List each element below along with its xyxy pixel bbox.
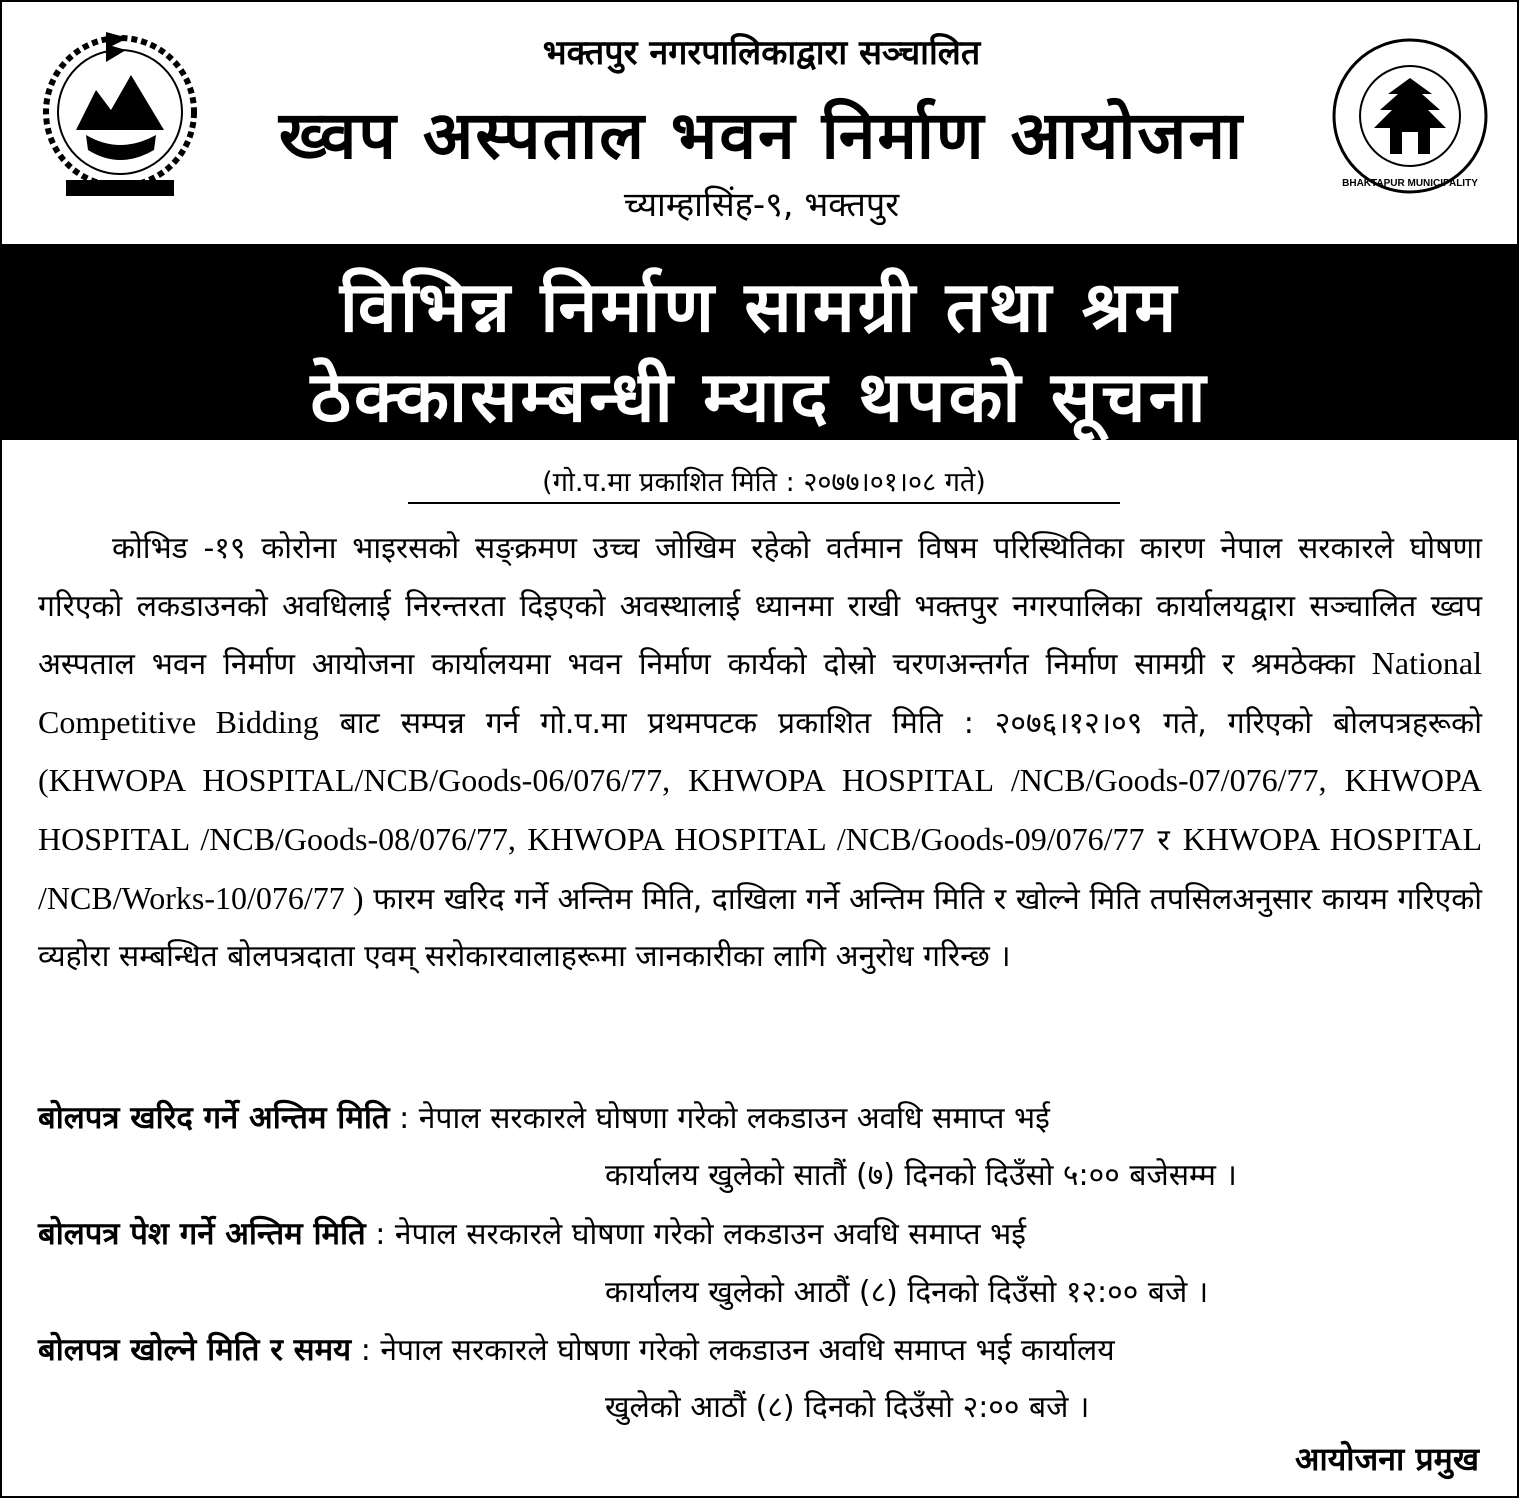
schedule-row-submission: [38, 1206, 1482, 1263]
signature: आयोजना प्रमुख: [1294, 1440, 1479, 1478]
schedule-line-1: : नेपाल सरकारले घोषणा गरेको लकडाउन अवधि समाप्त भई: [399, 1101, 1050, 1136]
header-address: च्याम्हासिंह-९, भक्तपुर: [623, 185, 900, 225]
publication-date: (गो.प.मा प्रकाशित मिति : २०७७।०१।०८ गते): [408, 462, 1120, 504]
body-part-4: फारम खरिद गर्ने अन्तिम मिति, दाखिला गर्ने अन्तिम मिति र खोल्ने मिति तपसिलअनुसार कायम गरिएको व्यहोरा सम्बन्धित बोलपत्रदाता एवम् सरोकारवालाहरूमा जानकारीका लागि अनुरोध गरिन्छ ।: [38, 881, 1483, 975]
seal-text: BHAKTAPUR MUNICIPALITY: [1342, 178, 1478, 189]
schedule-line-1: : नेपाल सरकारले घोषणा गरेको लकडाउन अवधि समाप्त भई कार्यालय: [360, 1333, 1115, 1368]
header-subtitle: भक्तपुर नगरपालिकाद्वारा सञ्चालित: [542, 33, 981, 73]
schedule-line-2: कार्यालय खुलेको आठौं (८) दिनको दिउँसो १२:०० बजे ।: [605, 1275, 1209, 1310]
body-part-2: बाट सम्पन्न गर्न गो.प.मा प्रथमपटक प्रकाशित मिति : २०७६।१२।०९ गते, गरिएको बोलपत्रहरूको: [339, 705, 1482, 741]
schedule-row-purchase: [38, 1090, 1482, 1147]
body-latin-3: KHWOPA HOSPITAL /NCB/Works-10/076/77 ): [38, 820, 1483, 916]
schedule-row-opening: [38, 1322, 1482, 1379]
schedule-line-2: खुलेको आठौं (८) दिनको दिउँसो २:०० बजे ।: [605, 1390, 1090, 1425]
schedule-line-2: कार्यालय खुलेको सातौं (७) दिनको दिउँसो ५:०० बजेसम्म ।: [605, 1158, 1237, 1193]
body-latin-1: National Competitive Bidding: [38, 645, 1482, 740]
banner-line-2: ठेक्कासम्बन्धी म्याद थपको सूचना: [310, 356, 1209, 438]
notice-body: [38, 520, 1482, 986]
body-part-3: र: [1157, 822, 1170, 858]
notice-banner: [2, 244, 1517, 440]
schedule-label: बोलपत्र खोल्ने मिति र समय: [38, 1332, 352, 1368]
body-latin-2: (KHWOPA HOSPITAL/NCB/Goods-06/076/77, KHWOPA HOSPITAL /NCB/Goods-07/076/77, KHWOPA HOSPITAL /NCB/Goods-08/076/77, KHWOPA HOSPITAL /NCB/Goods-09/076/77: [38, 762, 1482, 857]
body-part-1: कोभिड -१९ कोरोना भाइरसको सङ्क्रमण उच्च जोखिम रहेको वर्तमान विषम परिस्थितिका कारण नेपाल सरकारले घोषणा गरिएको लकडाउनको अवधिलाई निरन्तरता दिइएको अवस्थालाई ध्यानमा राखी भक्तपुर नगरपालिका कार्यालयद्वारा सञ्चालित ख्वप अस्पताल भवन निर्माण आयोजना कार्यालयमा भवन निर्माण कार्यको दोस्रो चरणअन्तर्गत निर्माण सामग्री र श्रमठेक्का: [38, 531, 1482, 683]
banner-line-1: विभिन्न निर्माण सामग्री तथा श्रम: [339, 266, 1180, 348]
page-title: ख्वप अस्पताल भवन निर्माण आयोजना: [278, 97, 1245, 174]
schedule-line-1: : नेपाल सरकारले घोषणा गरेको लकडाउन अवधि समाप्त भई: [375, 1217, 1026, 1252]
schedule-label: बोलपत्र खरिद गर्ने अन्तिम मिति: [38, 1100, 390, 1136]
schedule-label: बोलपत्र पेश गर्ने अन्तिम मिति: [38, 1216, 366, 1252]
